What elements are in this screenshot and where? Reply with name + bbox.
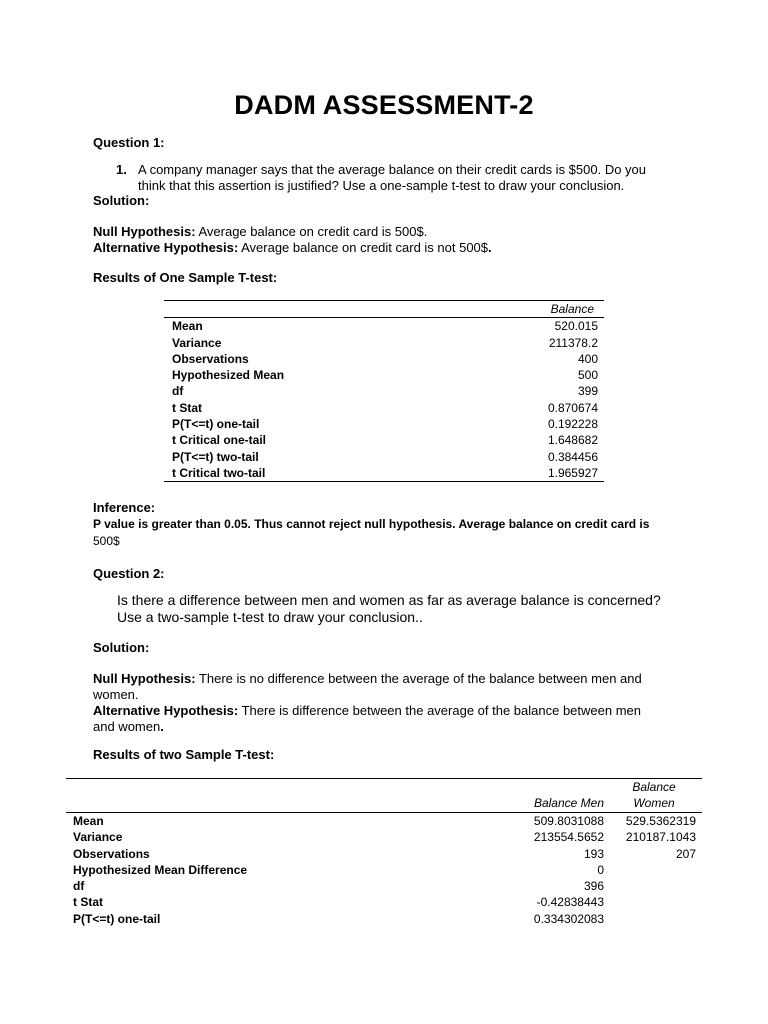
question-1-heading: Question 1:	[93, 135, 165, 150]
row-value: 0.384456	[547, 449, 598, 464]
table-row	[164, 367, 604, 383]
q1-inference-label: Inference:	[93, 500, 156, 515]
row-value-men: -0.42838443	[536, 895, 604, 910]
q1-alt-text: Average balance on credit card is not 500$	[238, 240, 489, 255]
row-value-women	[606, 894, 702, 910]
q1-results-heading: Results of One Sample T-test:	[93, 270, 278, 285]
table-row	[164, 383, 604, 399]
q1-null-label: Null Hypothesis:	[93, 224, 196, 239]
q2-solution-label: Solution:	[93, 640, 150, 655]
row-label: Observations	[73, 846, 150, 861]
q1-inference-line-2: 500$	[93, 534, 120, 548]
table-header-blank	[164, 301, 464, 318]
table-row	[66, 911, 702, 927]
table-header-row	[66, 779, 702, 813]
row-value: 211378.2	[548, 335, 598, 350]
q1-hypotheses	[93, 224, 713, 256]
table-row	[164, 318, 604, 335]
table-row	[66, 813, 702, 830]
q2-null-label: Null Hypothesis:	[93, 671, 196, 686]
row-label: df	[73, 879, 85, 894]
row-value: 400	[577, 351, 598, 366]
q2-results-heading: Results of two Sample T-test:	[93, 747, 275, 762]
table-row	[66, 862, 702, 878]
table-row	[164, 449, 604, 465]
row-value-men: 193	[583, 846, 604, 861]
row-label: Observations	[172, 351, 249, 366]
row-value-women: 207	[675, 846, 696, 861]
row-value: 1.648682	[547, 433, 598, 448]
q1-null-text: Average balance on credit card is 500$.	[195, 224, 428, 239]
row-label: t Stat	[73, 895, 103, 910]
table-header-blank	[66, 779, 464, 813]
q1-alt-end: .	[488, 240, 492, 255]
row-value: 0.192228	[547, 417, 598, 432]
row-value: 500	[577, 368, 598, 383]
table-row	[66, 846, 702, 862]
row-value-men: 396	[583, 879, 604, 894]
question-1-line-2: think that this assertion is justified? Use a one-sample t-test to draw your conclusion.	[138, 178, 625, 193]
row-value: 399	[577, 384, 598, 399]
row-value: 1.965927	[547, 465, 598, 480]
question-1-line-1: A company manager says that the average balance on their credit cards is $500. Do you	[138, 162, 647, 177]
row-label: t Stat	[172, 400, 202, 415]
row-label: Hypothesized Mean	[172, 368, 285, 383]
q1-inference-line-1: P value is greater than 0.05. Thus cannot reject null hypothesis. Average balance on credit card is	[93, 517, 650, 531]
table-row	[164, 351, 604, 367]
row-label: Hypothesized Mean Difference	[73, 862, 248, 877]
q2-null-line-2: women.	[93, 687, 139, 702]
q2-alt-end: .	[160, 719, 164, 734]
question-2-heading: Question 2:	[93, 566, 165, 581]
column-header-balance: Balance	[464, 301, 604, 318]
q2-alt-line-2: and women	[93, 719, 161, 734]
question-2-line-2: Use a two-sample t-test to draw your conclusion..	[117, 609, 423, 625]
question-1-number: 1.	[116, 162, 127, 177]
row-value-women	[606, 878, 702, 894]
row-value-men: 213554.5652	[533, 830, 604, 845]
row-label: df	[172, 384, 184, 399]
table-row	[66, 829, 702, 845]
row-value-men: 509.8031088	[533, 814, 604, 828]
row-value-women: 529.5362319	[625, 814, 696, 828]
table-row	[66, 878, 702, 894]
row-label: t Critical two-tail	[172, 465, 266, 480]
row-label: P(T<=t) one-tail	[172, 417, 260, 432]
question-2-text	[117, 592, 737, 626]
column-header-women-line-2: Women	[633, 796, 675, 810]
row-label: t Critical one-tail	[172, 433, 267, 448]
table-row	[164, 465, 604, 482]
row-label: P(T<=t) two-tail	[172, 449, 259, 464]
question-2-line-1: Is there a difference between men and women as far as average balance is concerned?	[117, 592, 661, 608]
row-label: Mean	[73, 814, 104, 828]
row-value-women	[606, 862, 702, 878]
question-1-text	[116, 162, 696, 194]
q1-alt-label: Alternative Hypothesis:	[93, 240, 239, 255]
row-value-women: 210187.1043	[625, 830, 696, 845]
row-value-women	[606, 911, 702, 927]
q1-solution-label: Solution:	[93, 193, 150, 208]
column-header-balance-women	[606, 779, 702, 813]
q2-alt-line-1: There is difference between the average of the balance between men	[238, 703, 641, 718]
one-sample-ttest-table	[164, 300, 604, 482]
column-header-women-line-1: Balance	[632, 780, 676, 794]
table-row	[164, 335, 604, 351]
row-value-men: 0	[597, 862, 604, 877]
q2-alt-label: Alternative Hypothesis:	[93, 703, 239, 718]
row-label: Variance	[172, 335, 222, 350]
row-label: P(T<=t) one-tail	[73, 911, 161, 926]
q2-null-line-1: There is no difference between the average of the balance between men and	[195, 671, 642, 686]
row-value: 520.015	[554, 319, 598, 334]
row-label: Variance	[73, 830, 123, 845]
row-value-men: 0.334302083	[533, 911, 604, 926]
row-label: Mean	[172, 319, 203, 334]
q1-inference-text	[93, 516, 733, 550]
row-value: 0.870674	[547, 400, 598, 415]
table-row	[164, 432, 604, 448]
table-header-row	[164, 301, 604, 318]
table-row	[66, 894, 702, 910]
column-header-balance-men: Balance Men	[464, 779, 606, 813]
table-row	[164, 400, 604, 416]
q2-hypotheses	[93, 671, 713, 735]
table-row	[164, 416, 604, 432]
two-sample-ttest-table	[66, 778, 702, 927]
document-title: DADM ASSESSMENT-2	[234, 90, 534, 120]
